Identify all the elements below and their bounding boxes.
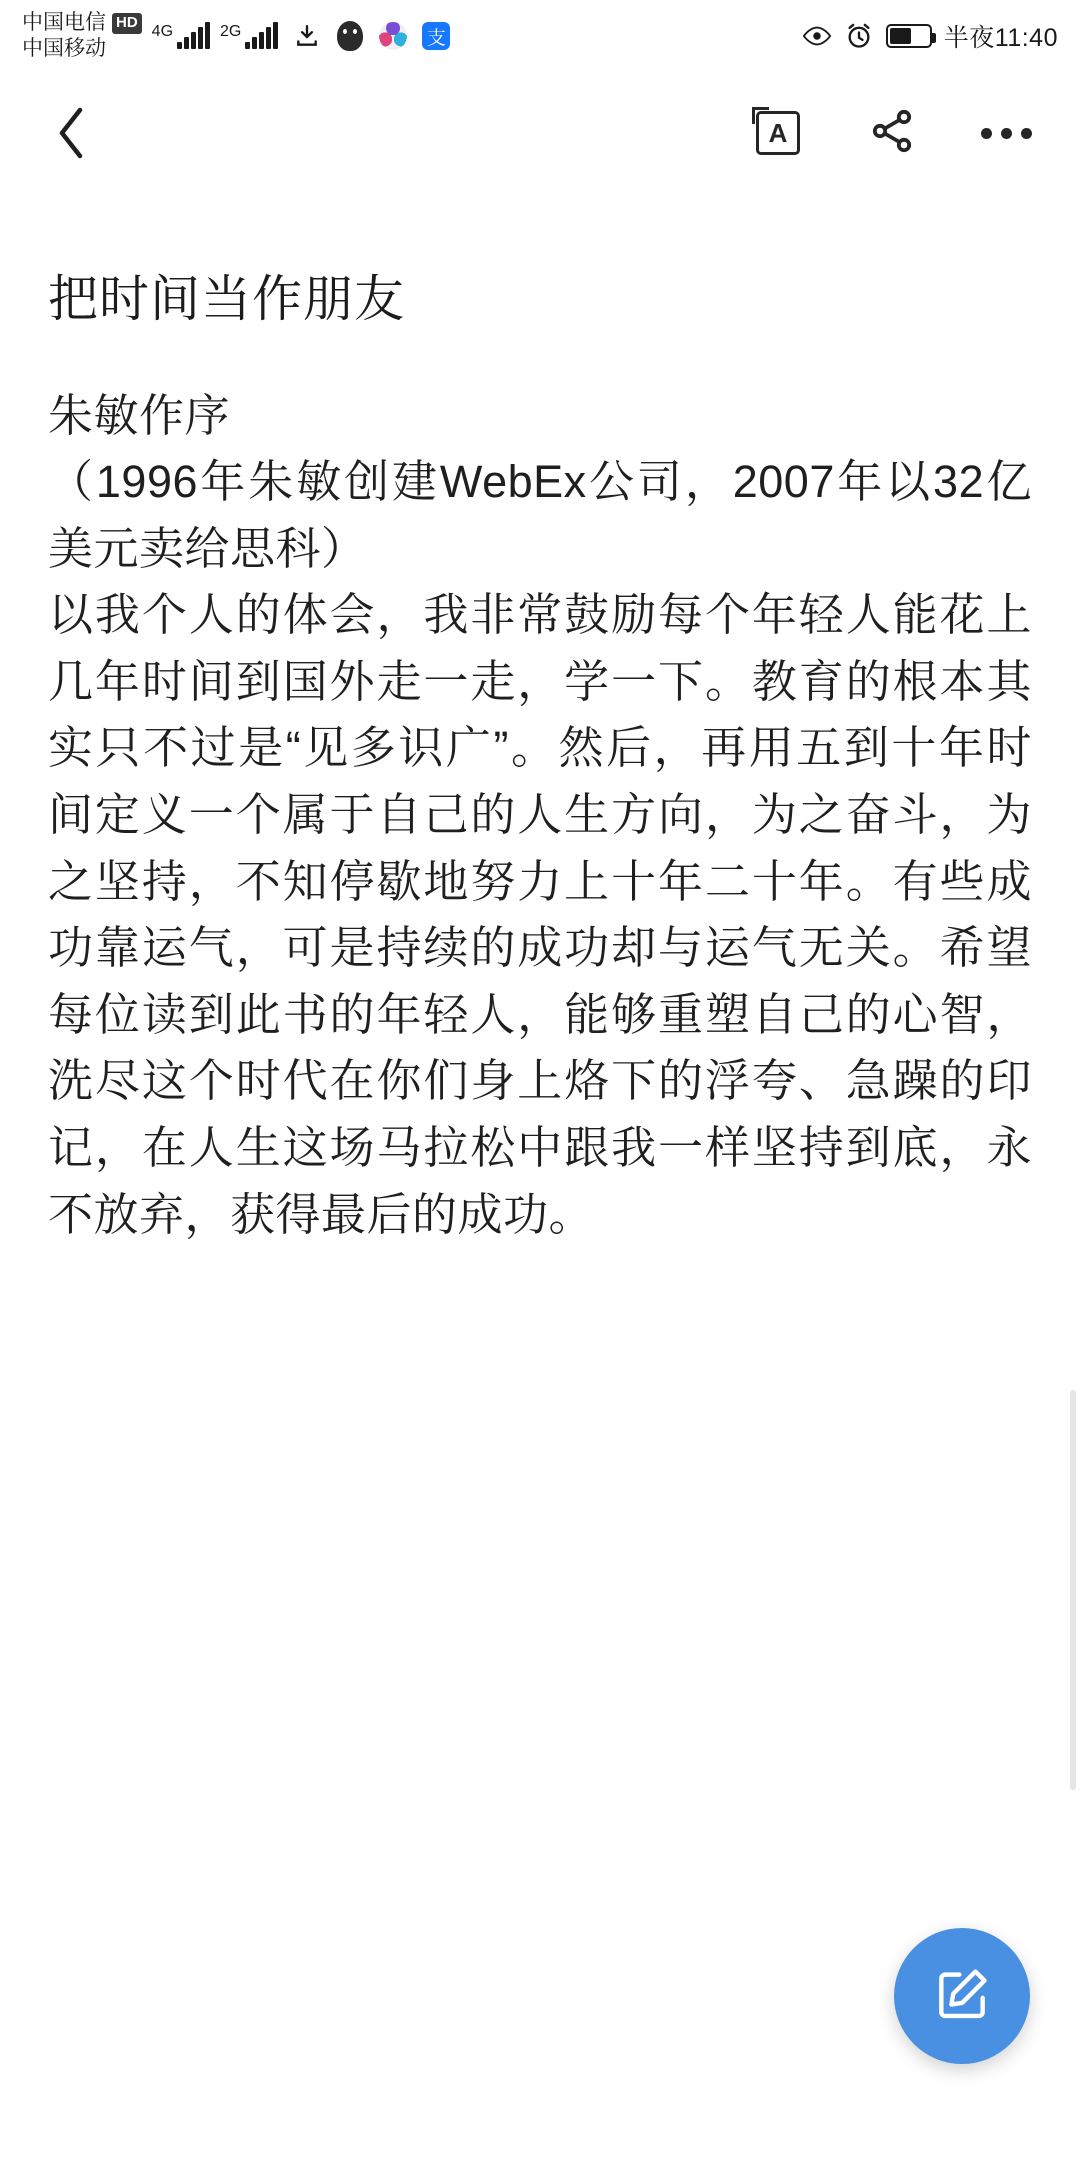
alipay-glyph: 支 [422,22,450,50]
app-toolbar [0,72,1080,194]
article-content [0,194,1080,1248]
article-paragraph: 朱敏作序 [48,389,231,441]
status-bar [0,0,1080,72]
share-icon [868,107,916,160]
page-title: 把时间当作朋友 [48,271,405,327]
signal-primary [152,23,210,49]
carrier-primary-row [22,10,142,36]
share-button[interactable] [864,105,920,161]
carrier-labels [22,10,142,61]
scrollbar[interactable] [1070,1390,1076,1790]
signal-secondary [220,23,278,49]
edit-icon [931,1963,993,2030]
signal-bars-icon [245,23,278,49]
compose-note-fab[interactable] [894,1928,1030,2064]
eye-icon [802,21,832,51]
download-icon [292,21,322,51]
network-type-secondary: 2G [220,23,242,40]
hd-badge: HD [112,13,142,33]
photos-icon [378,21,408,51]
status-clock: 半夜11:40 [943,24,1058,52]
font-size-icon: A [756,111,800,155]
article-paragraph: （1996年朱敏创建WebEx公司，2007年以32亿美元卖给思科） [48,456,1032,574]
more-icon [981,128,1032,139]
battery-icon [886,24,932,48]
status-notification-icons [292,21,451,51]
status-bar-right [802,0,1058,72]
font-settings-button[interactable] [750,105,806,161]
qq-icon [335,21,365,51]
article-paragraph: 以我个人的体会，我非常鼓励每个年轻人能花上几年时间到国外走一走，学一下。教育的根本其实只不过是“见多识广”。然后，再用五到十年时间定义一个属于自己的人生方向，为之奋斗，为之坚持，不知停歇地努力上十年二十年。有些成功靠运气，可是持续的成功却与运气无关。希望每位读到此书的年轻人，能够重塑自己的心智，洗尽这个时代在你们身上烙下的浮夸、急躁的印记，在人生这场马拉松中跟我一样坚持到底，永不放弃，获得最后的成功。 [48,589,1032,1240]
signal-bars-icon [177,23,210,49]
alipay-icon [421,21,451,51]
network-type-primary: 4G [151,23,174,40]
more-options-button[interactable] [978,105,1034,161]
carrier-secondary-label: 中国移动 [22,37,106,60]
back-button[interactable] [44,106,98,160]
alarm-icon [844,21,874,51]
carrier-primary-label: 中国电信 [22,11,106,35]
